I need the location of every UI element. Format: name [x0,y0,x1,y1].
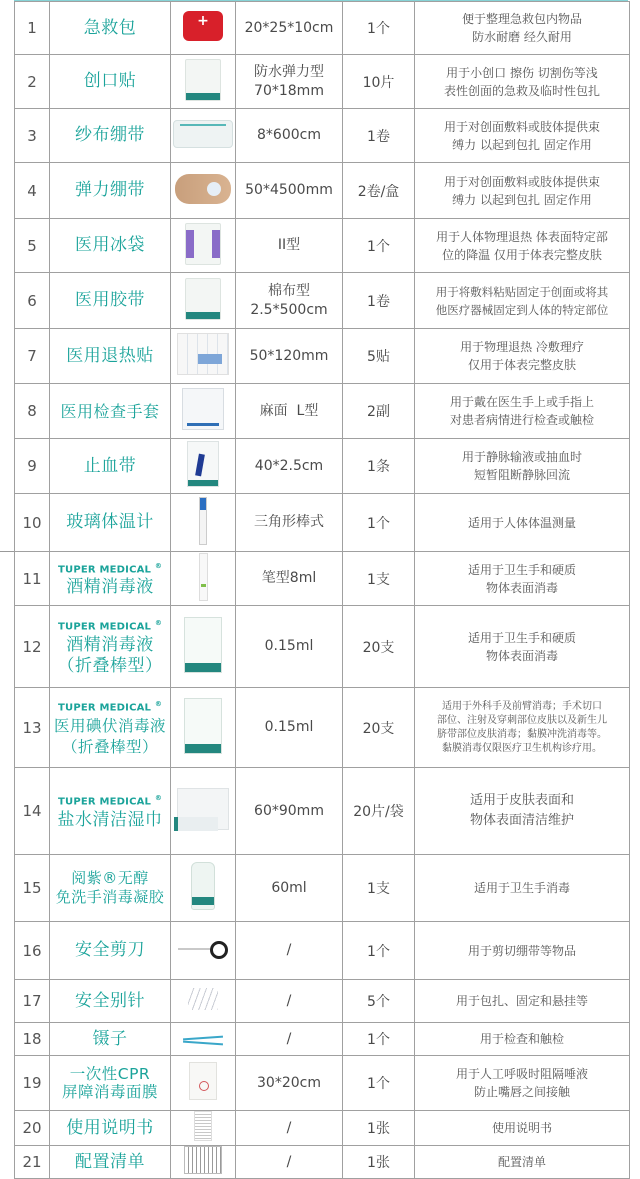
item-spec: 防水弹力型 70*18mm [236,55,343,109]
registered-mark-icon: ® [154,619,163,628]
item-number: 4 [15,163,50,219]
item-name: 纱布绷带 [50,109,171,163]
item-name: 使用说明书 [50,1111,171,1146]
item-spec: 笔型8ml [236,552,343,606]
table-row [15,2,630,55]
item-number: 2 [15,55,50,109]
item-description: 便于整理急救包内物品 防水耐磨 经久耐用 [415,2,630,55]
table-row [15,1023,630,1056]
iodine-swab-box-icon [184,698,222,754]
table-row [15,1146,630,1179]
item-number: 1 [15,2,50,55]
item-number: 19 [15,1056,50,1111]
manual-icon [194,1111,212,1141]
medical-tape-icon [185,278,221,320]
alcohol-swab-box-icon [184,617,222,673]
table-row [15,1056,630,1111]
item-number: 3 [15,109,50,163]
item-name: 配置清单 [50,1146,171,1179]
item-spec: 0.15ml [236,606,343,688]
item-spec: 三角形棒式 [236,494,343,552]
table-row [15,384,630,439]
item-quantity: 1条 [343,439,415,494]
alcohol-pen-icon [199,553,208,601]
item-spec: 麻面 L型 [236,384,343,439]
item-name: 急救包 [50,2,171,55]
item-name: 创口贴 [50,55,171,109]
item-name: TUPER MEDICAL ® 酒精消毒液 （折叠棒型） [50,606,171,688]
item-quantity: 5贴 [343,329,415,384]
ice-pack-icon [185,223,221,265]
item-description: 用于剪切绷带等物品 [415,922,630,980]
item-description: 适用于人体体温测量 [415,494,630,552]
item-description: 用于对创面敷料或肢体提供束 缚力 以起到包扎 固定作用 [415,109,630,163]
item-description: 用于对创面敷料或肢体提供束 缚力 以起到包扎 固定作用 [415,163,630,219]
item-number: 6 [15,273,50,329]
item-image-cell [171,109,236,163]
item-spec: / [236,980,343,1023]
item-spec: 20*25*10cm [236,2,343,55]
checklist-icon [184,1146,222,1174]
item-name: TUPER MEDICAL ® 酒精消毒液 [50,552,171,606]
item-spec: / [236,1023,343,1056]
section-divider-extension [0,551,14,552]
saline-wipes-icon [177,788,229,830]
item-image-cell [171,219,236,273]
first-aid-kit-contents-table [14,1,630,1179]
item-spec: / [236,922,343,980]
item-quantity: 1卷 [343,109,415,163]
registered-mark-icon: ® [154,700,163,709]
band-aid-box-icon [185,59,221,101]
item-description: 适用于卫生手和硬质 物体表面消毒 [415,606,630,688]
table-row [15,273,630,329]
item-name: TUPER MEDICAL ® 盐水清洁湿巾 [50,768,171,855]
item-description: 用于将敷料粘贴固定于创面或将其 他医疗器械固定到人体的特定部位 [415,273,630,329]
table-row [15,1111,630,1146]
item-spec: II型 [236,219,343,273]
item-description: 用于静脉输液或抽血时 短暂阻断静脉回流 [415,439,630,494]
item-number: 14 [15,768,50,855]
tourniquet-icon [187,441,219,487]
safety-pins-icon [188,988,218,1010]
table-row [15,768,630,855]
table-row [15,163,630,219]
item-image-cell [171,439,236,494]
item-image-cell [171,980,236,1023]
item-number: 15 [15,855,50,922]
item-name: 安全别针 [50,980,171,1023]
item-quantity: 2卷/盒 [343,163,415,219]
item-description: 配置清单 [415,1146,630,1179]
registered-mark-icon: ® [154,561,163,570]
item-description: 用于检查和触检 [415,1023,630,1056]
item-description: 用于小创口 擦伤 切割伤等浅 表性创面的急救及临时性包扎 [415,55,630,109]
item-quantity: 2副 [343,384,415,439]
table-row [15,494,630,552]
item-image-cell [171,855,236,922]
item-description: 适用于卫生手和硬质 物体表面消毒 [415,552,630,606]
item-quantity: 1张 [343,1111,415,1146]
item-spec: 30*20cm [236,1056,343,1111]
item-number: 18 [15,1023,50,1056]
item-number: 20 [15,1111,50,1146]
cooling-patch-icon [177,333,229,375]
item-spec: 60ml [236,855,343,922]
item-spec: 40*2.5cm [236,439,343,494]
item-image-cell [171,384,236,439]
item-description: 用于人工呼吸时阻隔唾液 防止嘴唇之间接触 [415,1056,630,1111]
item-name: 一次性CPR 屏障消毒面膜 [50,1056,171,1111]
item-quantity: 5个 [343,980,415,1023]
table-row [15,219,630,273]
scissors-icon [178,939,228,959]
item-number: 8 [15,384,50,439]
item-quantity: 1个 [343,2,415,55]
item-name: 止血带 [50,439,171,494]
table-row [15,606,630,688]
table-row [15,329,630,384]
item-quantity: 20支 [343,606,415,688]
item-image-cell [171,329,236,384]
item-description: 用于戴在医生手上或手指上 对患者病情进行检查或触检 [415,384,630,439]
thermometer-icon [199,497,207,545]
item-number: 17 [15,980,50,1023]
item-image-cell [171,273,236,329]
item-quantity: 10片 [343,55,415,109]
item-image-cell [171,1023,236,1056]
item-name: 镊子 [50,1023,171,1056]
item-image-cell [171,55,236,109]
table-row [15,552,630,606]
item-name: 医用胶带 [50,273,171,329]
item-number: 21 [15,1146,50,1179]
item-name: 弹力绷带 [50,163,171,219]
item-spec: / [236,1146,343,1179]
item-spec: 8*600cm [236,109,343,163]
item-description: 用于包扎、固定和悬挂等 [415,980,630,1023]
item-image-cell [171,606,236,688]
item-image-cell [171,494,236,552]
item-description: 适用于外科手及前臂消毒；手术切口 部位、注射及穿刺部位皮肤以及新生儿 脐带部位皮肤消毒；黏膜冲洗消毒等。 黏膜消毒仅限医疗卫生机构诊疗用。 [415,688,630,768]
item-name: TUPER MEDICAL ® 医用碘伏消毒液 （折叠棒型） [50,688,171,768]
table-row [15,922,630,980]
item-quantity: 1个 [343,922,415,980]
item-number: 7 [15,329,50,384]
brand-label: TUPER MEDICAL ® [57,561,163,576]
item-name: 阅紫®无醇 免洗手消毒凝胶 [50,855,171,922]
item-quantity: 20支 [343,688,415,768]
table-row [15,55,630,109]
item-image-cell [171,922,236,980]
elastic-bandage-icon [175,174,231,204]
item-description: 用于物理退热 冷敷理疗 仅用于体表完整皮肤 [415,329,630,384]
item-image-cell [171,688,236,768]
item-spec: 棉布型 2.5*500cm [236,273,343,329]
cpr-mask-icon [189,1062,217,1100]
table-row [15,688,630,768]
item-name: 玻璃体温计 [50,494,171,552]
item-number: 5 [15,219,50,273]
item-description: 用于人体物理退热 体表面特定部 位的降温 仅用于体表完整皮肤 [415,219,630,273]
item-quantity: 1卷 [343,273,415,329]
gauze-bandage-icon [173,120,233,148]
exam-gloves-icon [182,388,224,430]
item-description: 使用说明书 [415,1111,630,1146]
item-quantity: 1个 [343,494,415,552]
item-image-cell [171,163,236,219]
item-spec: 50*120mm [236,329,343,384]
item-image-cell [171,1146,236,1179]
item-spec: 0.15ml [236,688,343,768]
first-aid-bag-icon [183,11,223,41]
item-number: 10 [15,494,50,552]
item-spec: 60*90mm [236,768,343,855]
item-description: 适用于皮肤表面和 物体表面清洁维护 [415,768,630,855]
item-name: 医用退热贴 [50,329,171,384]
brand-label: TUPER MEDICAL ® [57,700,163,714]
tweezers-icon [183,1035,223,1045]
table-row [15,109,630,163]
item-number: 13 [15,688,50,768]
hand-sanitizer-icon [191,862,215,910]
table-row [15,855,630,922]
table-row [15,439,630,494]
item-image-cell [171,1111,236,1146]
item-quantity: 20片/袋 [343,768,415,855]
item-name: 医用冰袋 [50,219,171,273]
item-name: 医用检查手套 [50,384,171,439]
item-number: 9 [15,439,50,494]
item-quantity: 1个 [343,1023,415,1056]
table-row [15,980,630,1023]
item-quantity: 1支 [343,855,415,922]
item-name: 安全剪刀 [50,922,171,980]
item-image-cell [171,552,236,606]
item-spec: 50*4500mm [236,163,343,219]
item-number: 16 [15,922,50,980]
item-quantity: 1支 [343,552,415,606]
item-image-cell [171,2,236,55]
item-image-cell [171,1056,236,1111]
item-number: 11 [15,552,50,606]
brand-label: TUPER MEDICAL ® [57,619,163,633]
item-number: 12 [15,606,50,688]
registered-mark-icon: ® [154,794,163,803]
item-quantity: 1个 [343,219,415,273]
item-spec: / [236,1111,343,1146]
item-image-cell [171,768,236,855]
item-quantity: 1张 [343,1146,415,1179]
brand-label: TUPER MEDICAL ® [57,794,163,808]
item-quantity: 1个 [343,1056,415,1111]
item-description: 适用于卫生手消毒 [415,855,630,922]
